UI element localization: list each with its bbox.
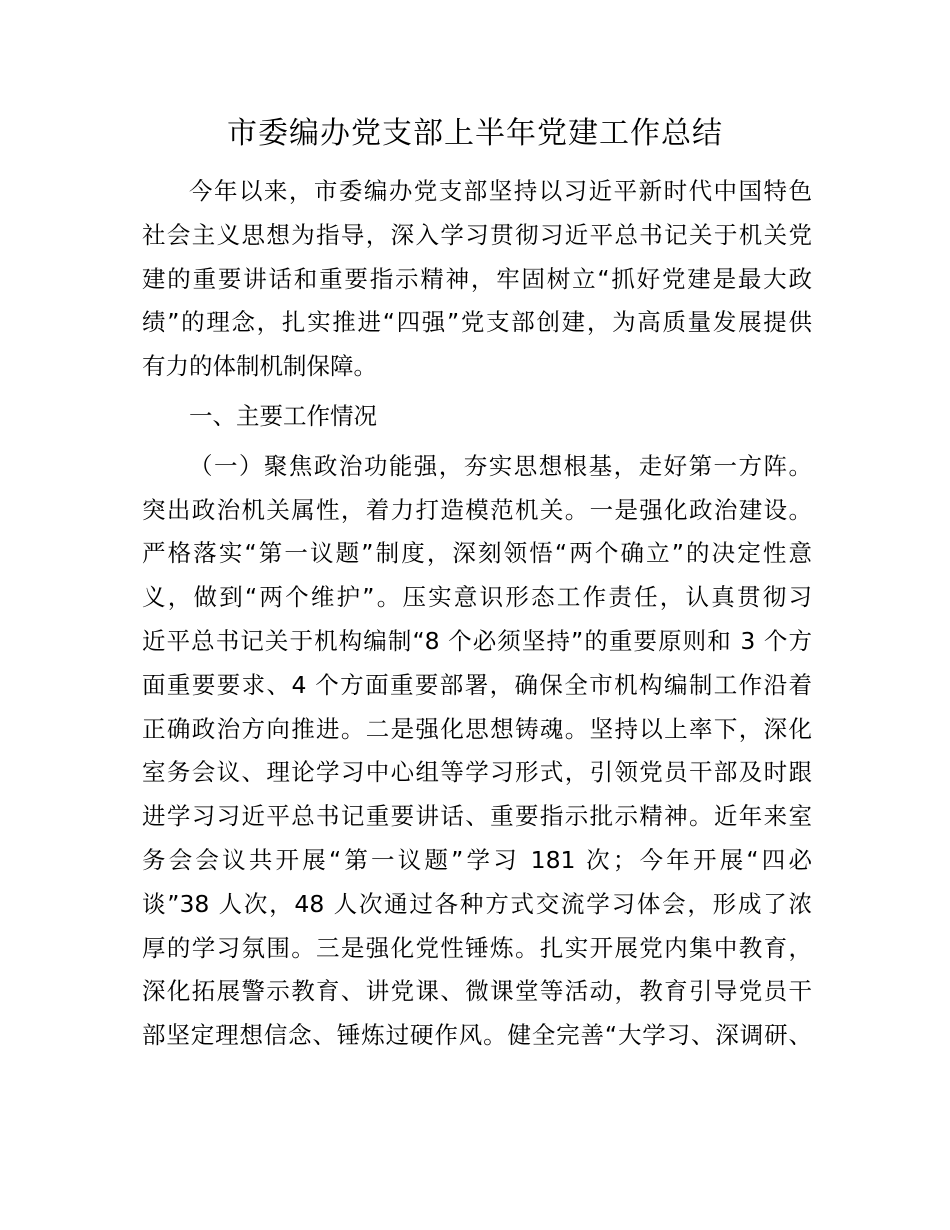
- paragraph-intro: [142, 170, 812, 389]
- text-line: 近平总书记关于机构编制“8 个必须坚持”的重要原则和 3 个方: [142, 626, 812, 655]
- section-heading: [142, 395, 812, 439]
- text-line: 义，做到“两个维护”。压实意识形态工作责任，认真贯彻习: [142, 583, 812, 612]
- text-line: 绩”的理念，扎实推进“四强”党支部创建，为高质量发展提供: [142, 308, 812, 337]
- text-line: 室务会议、理论学习中心组等学习形式，引领党员干部及时跟: [142, 758, 812, 787]
- text-line: 建的重要讲话和重要指示精神，牢固树立“抓好党建是最大政: [142, 264, 812, 293]
- document-title: 市委编办党支部上半年党建工作总结: [227, 116, 723, 151]
- text-line: 今年以来，市委编办党支部坚持以习近平新时代中国特色: [189, 177, 812, 205]
- document-body: [142, 170, 812, 1058]
- text-line: 社会主义思想为指导，深入学习贯彻习近平总书记关于机关党: [142, 220, 812, 249]
- text-line: 严格落实“第一议题”制度，深刻领悟“两个确立”的决定性意: [142, 539, 812, 568]
- text-line: 突出政治机关属性，着力打造模范机关。一是强化政治建设。: [142, 495, 812, 524]
- text-line: 一、主要工作情况: [189, 401, 377, 430]
- text-line: 深化拓展警示教育、讲党课、微课堂等活动，教育引导党员干: [142, 977, 812, 1006]
- paragraph-subsection-1: [142, 445, 812, 1058]
- text-line: 正确政治方向推进。二是强化思想铸魂。坚持以上率下，深化: [142, 714, 812, 743]
- text-line: 厚的学习氛围。三是强化党性锤炼。扎实开展党内集中教育，: [142, 933, 812, 962]
- text-line: （一）聚焦政治功能强，夯实思想根基，走好第一方阵。: [189, 451, 812, 480]
- text-line: 面重要要求、4 个方面重要部署，确保全市机构编制工作沿着: [142, 670, 812, 699]
- text-line: 务会会议共开展“第一议题”学习 181 次；今年开展“四必: [142, 845, 812, 874]
- text-line: 有力的体制机制保障。: [142, 352, 377, 381]
- text-line: 谈”38 人次，48 人次通过各种方式交流学习体会，形成了浓: [142, 889, 812, 918]
- text-line: 进学习习近平总书记重要讲话、重要指示批示精神。近年来室: [142, 802, 812, 831]
- text-line: 部坚定理想信念、锤炼过硬作风。健全完善“大学习、深调研、: [142, 1021, 812, 1050]
